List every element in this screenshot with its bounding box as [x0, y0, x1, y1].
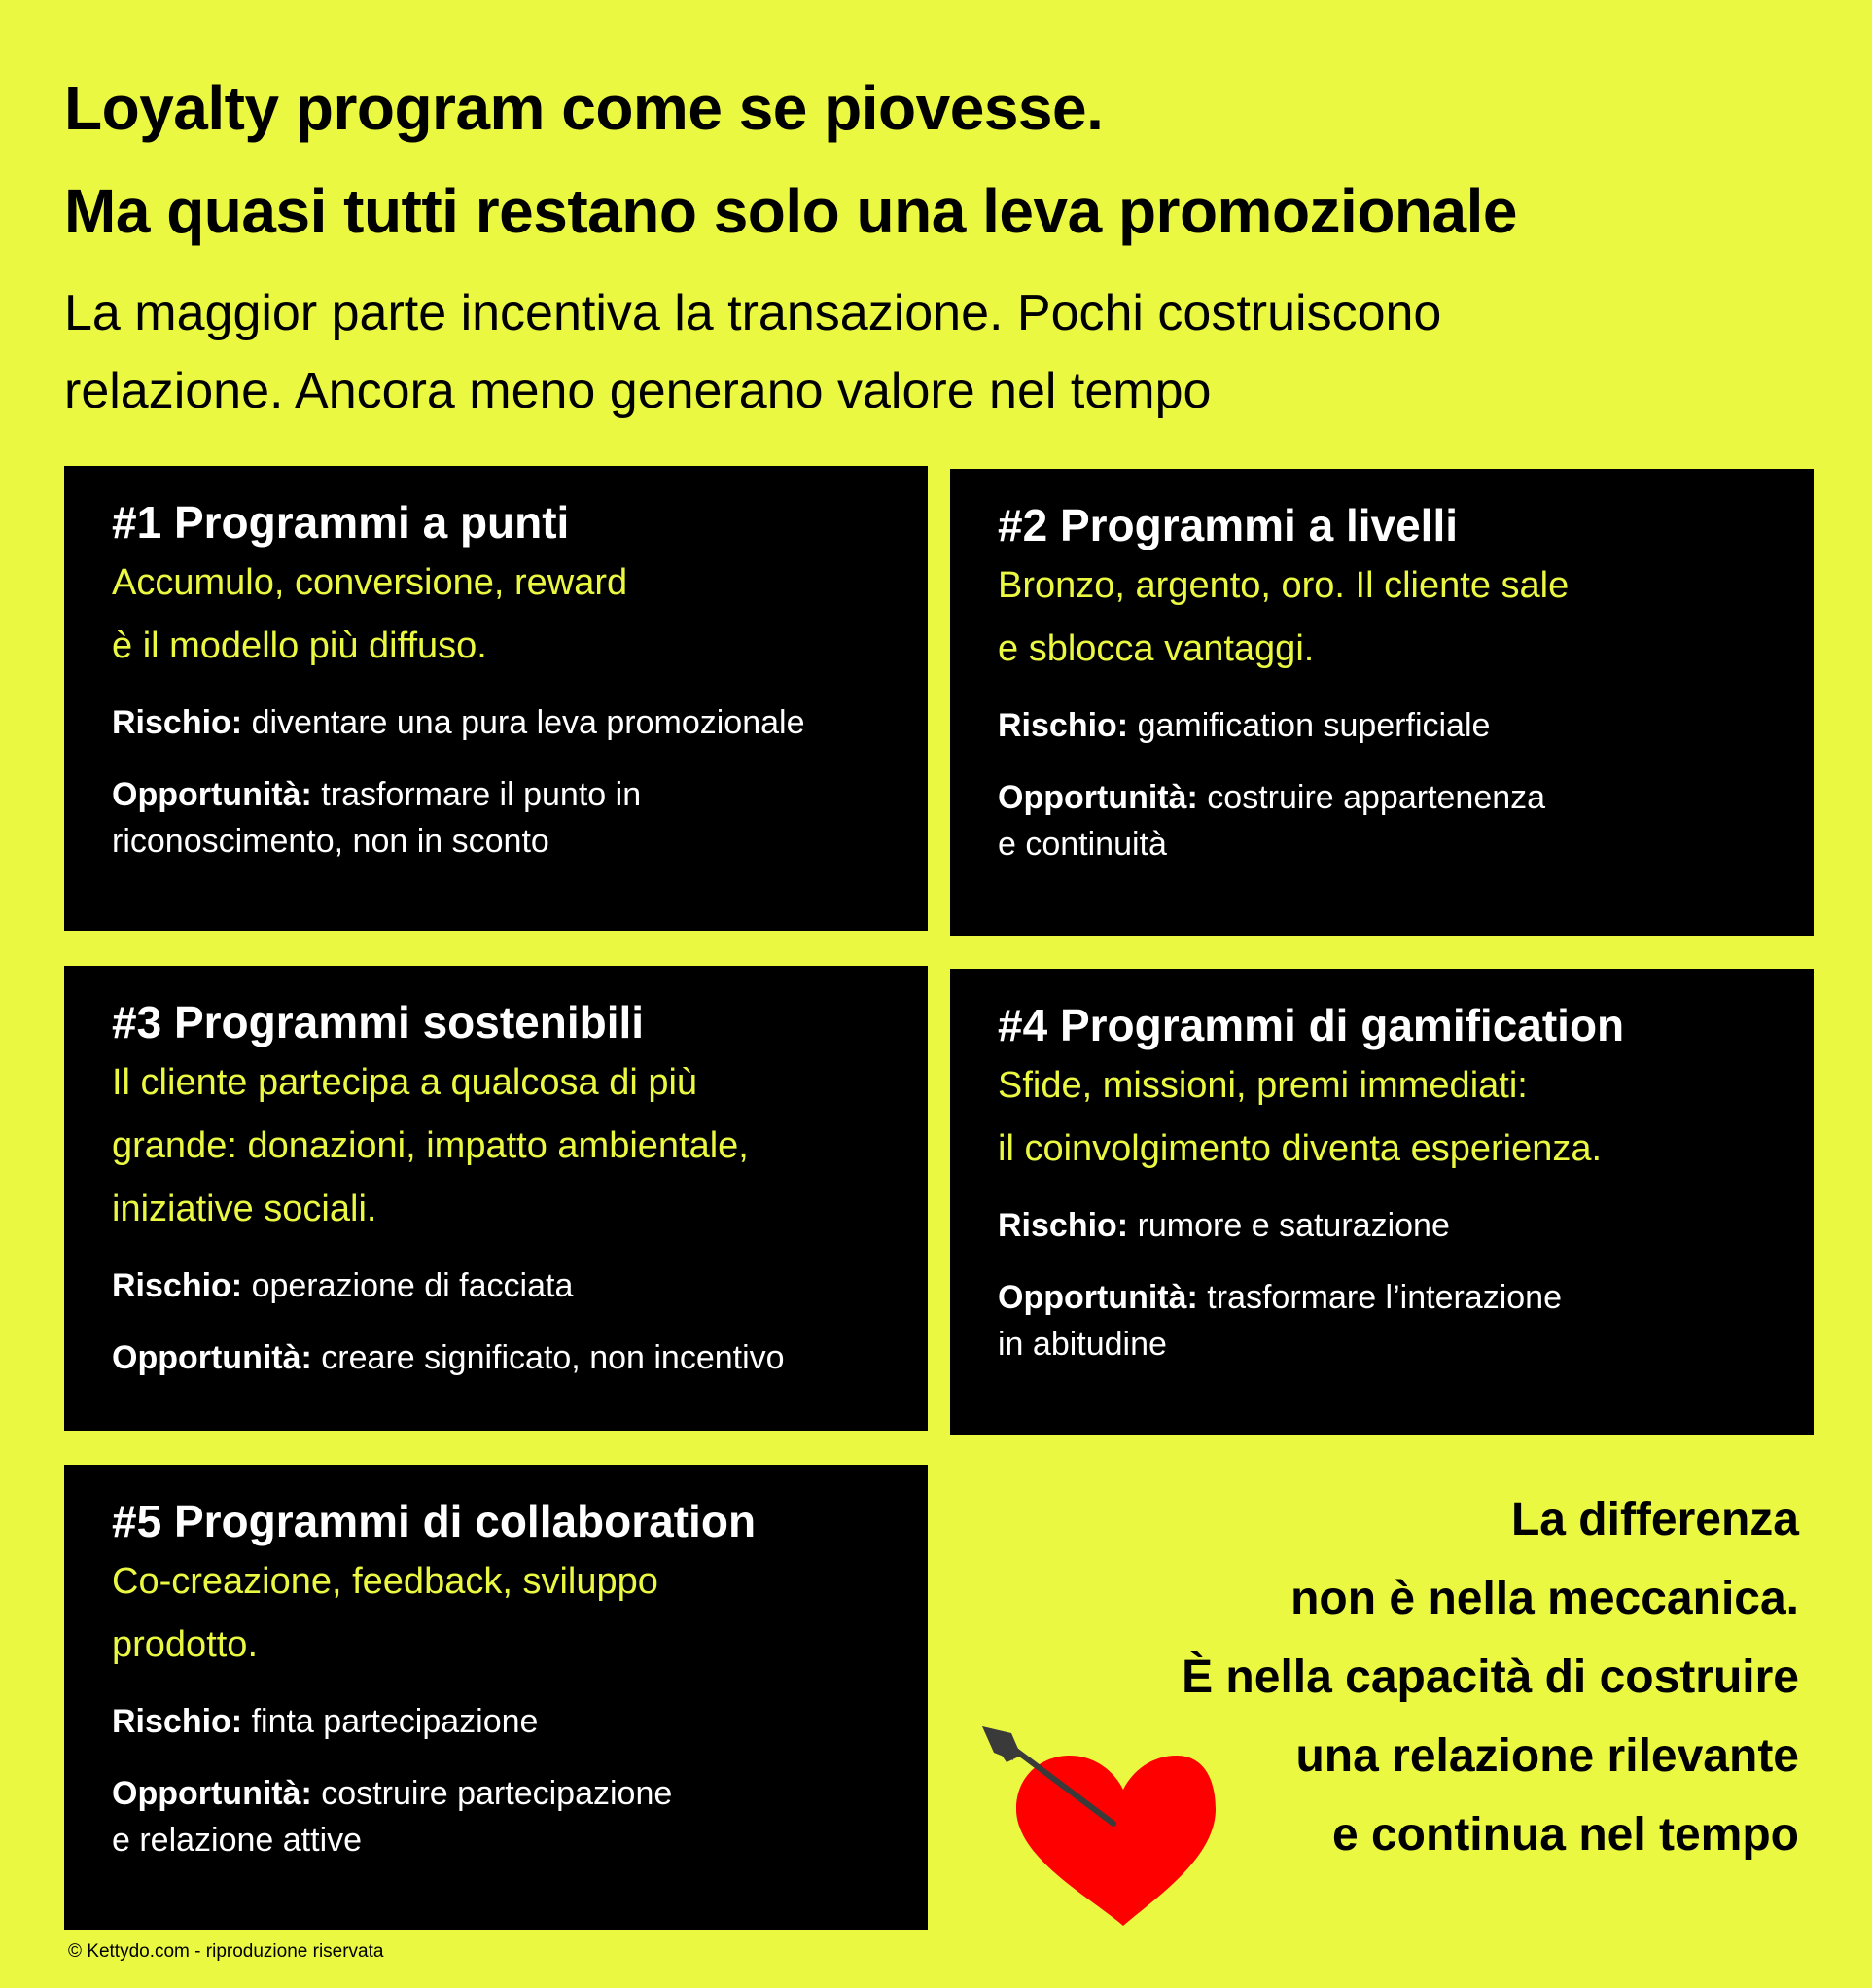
risk-label: Rischio:	[112, 1267, 243, 1304]
card-risk	[112, 1262, 928, 1309]
opportunity-text-continued: e relazione attive	[112, 1822, 363, 1859]
opportunity-label: Opportunità:	[112, 1339, 312, 1376]
card-tier-program	[950, 469, 1814, 936]
title-line-2: Ma quasi tutti restano solo una leva promozionale	[64, 176, 1517, 246]
subtitle-line-2: relazione. Ancora meno generano valore nel tempo	[64, 363, 1212, 419]
risk-text: operazione di facciata	[251, 1267, 574, 1304]
card-collaboration-program	[64, 1465, 928, 1930]
opportunity-text: trasformare l’interazione	[1207, 1279, 1562, 1316]
card-gamification-program	[950, 969, 1814, 1435]
card-title: #3 Programmi sostenibili	[112, 997, 645, 1047]
subtitle-line-1: La maggior parte incentiva la transazione. Pochi costruiscono	[64, 285, 1442, 341]
card-opportunity	[998, 1274, 1814, 1367]
card-description-line: e sblocca vantaggi.	[998, 628, 1315, 669]
card-title: #5 Programmi di collaboration	[112, 1496, 757, 1546]
risk-label: Rischio:	[112, 704, 243, 741]
card-description	[998, 1054, 1814, 1181]
opportunity-label: Opportunità:	[112, 1775, 312, 1812]
opportunity-text: trasformare il punto in	[321, 776, 642, 813]
card-risk	[112, 699, 928, 746]
page-title	[64, 56, 1815, 263]
closing-line: È nella capacità di costruire	[1182, 1651, 1799, 1703]
opportunity-text-continued: e continuità	[998, 826, 1167, 863]
card-description-line: il coinvolgimento diventa esperienza.	[998, 1128, 1603, 1169]
risk-label: Rischio:	[998, 1207, 1129, 1244]
card-description	[998, 554, 1814, 681]
card-opportunity	[998, 774, 1814, 868]
card-risk	[998, 1202, 1814, 1249]
card-title: #1 Programmi a punti	[112, 497, 570, 548]
card-description	[112, 1550, 928, 1677]
card-description	[112, 1051, 928, 1241]
card-description-line: Accumulo, conversione, reward	[112, 562, 628, 603]
opportunity-text: costruire partecipazione	[321, 1775, 673, 1812]
card-description-line: Co-creazione, feedback, sviluppo	[112, 1561, 658, 1602]
card-description-line: prodotto.	[112, 1624, 258, 1665]
card-description	[112, 551, 928, 678]
opportunity-text-continued: in abitudine	[998, 1326, 1167, 1363]
card-opportunity	[112, 771, 928, 865]
page-subtitle	[64, 274, 1815, 430]
risk-text: rumore e saturazione	[1137, 1207, 1450, 1244]
card-description-line: iniziative sociali.	[112, 1189, 377, 1229]
opportunity-text: creare significato, non incentivo	[321, 1339, 785, 1376]
card-title: #4 Programmi di gamification	[998, 1000, 1625, 1050]
opportunity-label: Opportunità:	[998, 779, 1198, 816]
title-line-1: Loyalty program come se piovesse.	[64, 73, 1104, 143]
closing-statement	[1182, 1480, 1799, 1874]
card-title: #2 Programmi a livelli	[998, 500, 1459, 550]
card-description-line: grande: donazioni, impatto ambientale,	[112, 1125, 749, 1166]
closing-line: non è nella meccanica.	[1290, 1573, 1799, 1624]
opportunity-text: costruire appartenenza	[1207, 779, 1546, 816]
card-points-program	[64, 466, 928, 931]
risk-text: gamification superficiale	[1137, 707, 1491, 744]
card-risk	[998, 702, 1814, 749]
card-risk	[112, 1698, 928, 1745]
heart-with-arrow-icon	[972, 1722, 1235, 1955]
card-opportunity	[112, 1770, 928, 1864]
risk-text: finta partecipazione	[251, 1703, 539, 1740]
card-opportunity	[112, 1334, 928, 1381]
risk-label: Rischio:	[112, 1703, 243, 1740]
opportunity-text-continued: riconoscimento, non in sconto	[112, 823, 549, 860]
opportunity-label: Opportunità:	[998, 1279, 1198, 1316]
card-sustainable-program	[64, 966, 928, 1431]
risk-text: diventare una pura leva promozionale	[251, 704, 805, 741]
opportunity-label: Opportunità:	[112, 776, 312, 813]
heart-shape	[1016, 1756, 1216, 1926]
copyright-footer: © Kettydo.com - riproduzione riservata	[68, 1941, 384, 1962]
risk-label: Rischio:	[998, 707, 1129, 744]
card-description-line: Sfide, missioni, premi immediati:	[998, 1065, 1528, 1106]
closing-line: La differenza	[1510, 1494, 1799, 1545]
closing-line: una relazione rilevante	[1295, 1730, 1799, 1782]
card-description-line: è il modello più diffuso.	[112, 625, 487, 666]
closing-line: e continua nel tempo	[1331, 1809, 1799, 1861]
card-description-line: Il cliente partecipa a qualcosa di più	[112, 1062, 698, 1103]
card-description-line: Bronzo, argento, oro. Il cliente sale	[998, 565, 1570, 606]
